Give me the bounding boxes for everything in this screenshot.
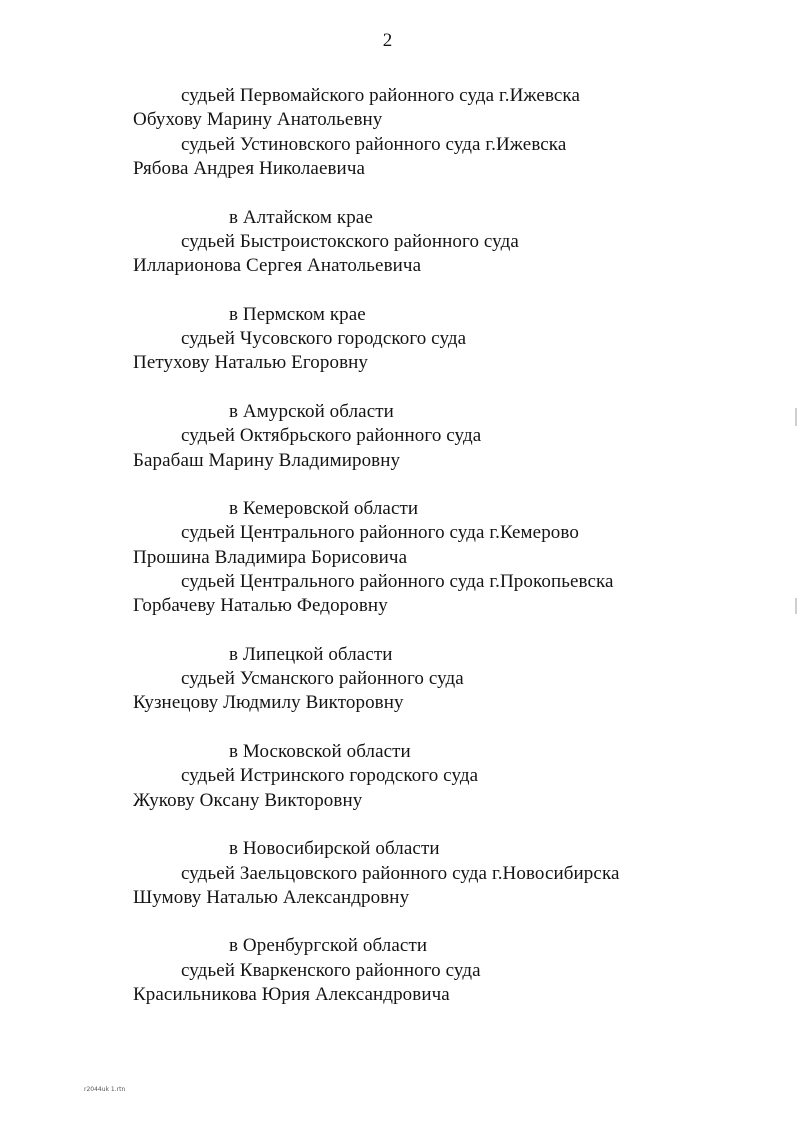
judge-name: Петухову Наталью Егоровну xyxy=(133,352,369,373)
region-heading: в Оренбургской области xyxy=(229,935,428,956)
judge-name: Кузнецову Людмилу Викторовну xyxy=(133,692,404,713)
court-position: судьей Усманского районного суда xyxy=(181,668,464,689)
region-heading: в Липецкой области xyxy=(229,644,393,665)
scan-edge-mark xyxy=(795,408,797,426)
judge-name: Горбачеву Наталью Федоровну xyxy=(133,595,388,616)
region-heading: в Новосибирской области xyxy=(229,838,440,859)
court-position: судьей Первомайского районного суда г.Ижевска xyxy=(181,85,581,106)
court-position: судьей Кваркенского районного суда xyxy=(181,960,481,981)
footer-code: r2044uk 1.rtn xyxy=(84,1086,126,1093)
judge-name: Рябова Андрея Николаевича xyxy=(133,158,366,179)
court-position: судьей Центрального районного суда г.Кемерово xyxy=(181,522,579,543)
court-position: судьей Заельцовского районного суда г.Новосибирска xyxy=(181,863,620,884)
court-position: судьей Чусовского городского суда xyxy=(181,328,467,349)
scan-edge-mark xyxy=(795,598,797,614)
region-heading: в Кемеровской области xyxy=(229,498,419,519)
judge-name: Прошина Владимира Борисовича xyxy=(133,547,408,568)
region-heading: в Амурской области xyxy=(229,401,394,422)
judge-name: Жукову Оксану Викторовну xyxy=(133,790,363,811)
court-position: судьей Центрального районного суда г.Прокопьевска xyxy=(181,571,614,592)
region-heading: в Московской области xyxy=(229,741,411,762)
judge-name: Барабаш Марину Владимировну xyxy=(133,450,401,471)
judge-name: Илларионова Сергея Анатольевича xyxy=(133,255,422,276)
judge-name: Обухову Марину Анатольевну xyxy=(133,109,383,130)
court-position: судьей Истринского городского суда xyxy=(181,765,479,786)
judge-name: Шумову Наталью Александровну xyxy=(133,887,410,908)
judge-name: Красильникова Юрия Александровича xyxy=(133,984,450,1005)
region-heading: в Алтайском крае xyxy=(229,207,373,228)
court-position: судьей Быстроистокского районного суда xyxy=(181,231,519,252)
court-position: судьей Устиновского районного суда г.Ижевска xyxy=(181,134,567,155)
region-heading: в Пермском крае xyxy=(229,304,366,325)
court-position: судьей Октябрьского районного суда xyxy=(181,425,482,446)
page-number: 2 xyxy=(382,30,393,51)
